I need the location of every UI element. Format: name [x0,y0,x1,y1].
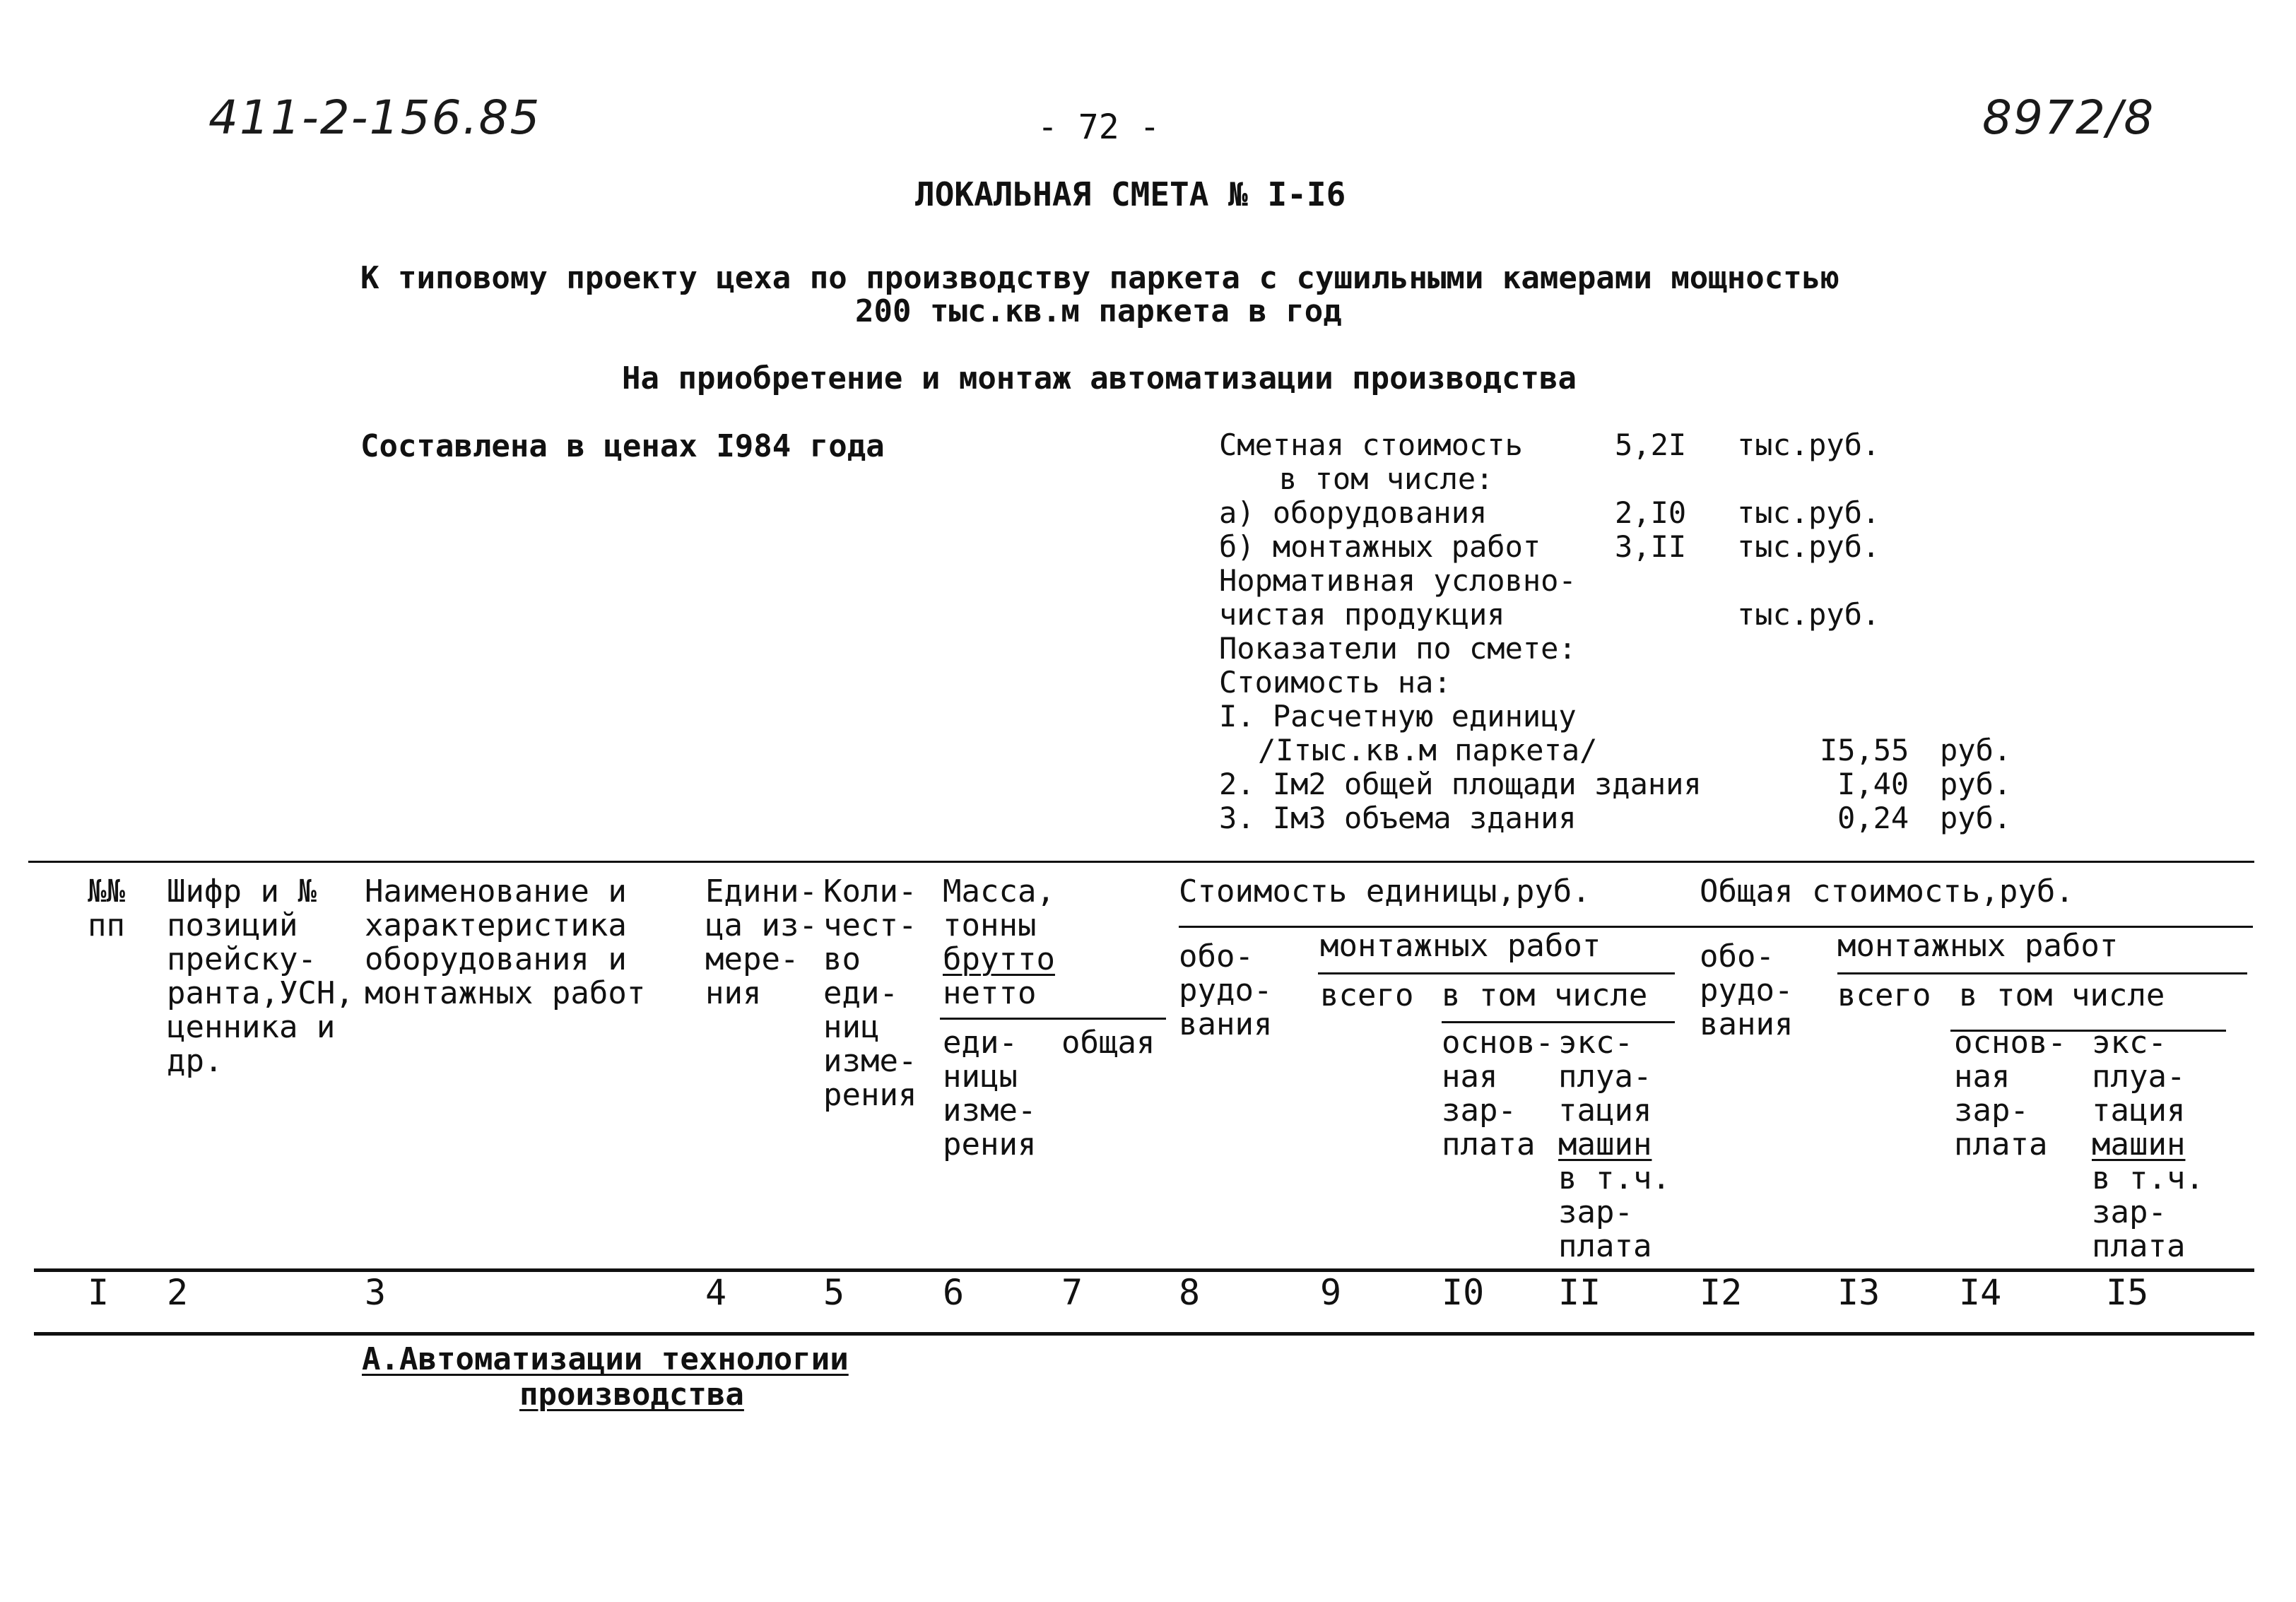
cost-for-label: Стоимость на: [1219,665,1452,700]
mass-net-header: нетто [943,975,1037,1011]
equipment-value: 2,I0 [1615,495,1687,530]
column-number: II [1558,1272,1601,1313]
column-number: I3 [1837,1272,1880,1313]
mass-gross-header: брутто [943,941,1055,977]
mass-rule [940,1018,1166,1020]
sheet-code: 8972/8 [1982,90,2155,145]
installation-label: б) монтажных работ [1219,529,1541,564]
column-number: 3 [365,1272,387,1313]
column-number: 4 [705,1272,727,1313]
item1-label-1: I. Расчетную единицу [1219,699,1577,734]
estimated-cost-value: 5,2I [1615,428,1687,462]
col-total-unit-header: всего [1320,977,1414,1013]
column-number: 8 [1179,1272,1201,1313]
col-number-header: №№ пп [88,873,125,943]
incl-rule-1 [1442,1021,1675,1023]
install-rule-2 [1837,972,2247,974]
normative-unit: тыс.руб. [1737,597,1880,632]
column-number: 2 [167,1272,189,1313]
total-cost-header: Общая стоимость,руб. [1700,873,2074,909]
col-machines-unit-header-a: экс- плуа- тация [1558,1025,1652,1129]
item1-unit: руб. [1940,733,2012,767]
item3-label: 3. Iм3 объема здания [1219,801,1577,835]
unit-cost-header: Стоимость единицы,руб. [1179,873,1591,909]
item2-value: I,40 [1837,767,1909,801]
indicators-label: Показатели по смете: [1219,631,1577,666]
col-machines-total-header-c: в т.ч. зар- плата [2092,1160,2204,1264]
item2-unit: руб. [1940,767,2012,801]
mass-header: Масса, [943,873,1055,909]
col-mass-total-header: общая [1061,1025,1155,1061]
numbers-bottom-rule [34,1332,2254,1336]
col-wage-unit-header: основ- ная зар- плата [1442,1025,1554,1162]
item1-value: I5,55 [1820,733,1909,767]
col-unit-header: Едини- ца из- мере- ния [705,873,818,1011]
column-number: 6 [943,1272,965,1313]
col-wage-total-header: основ- ная зар- плата [1954,1025,2066,1162]
column-number: I [88,1272,110,1313]
equipment-label: а) оборудования [1219,495,1488,530]
column-number: I5 [2106,1272,2149,1313]
install-unit-header: монтажных работ [1320,928,1601,964]
column-number: 7 [1061,1272,1083,1313]
col-machines-unit-header-c: в т.ч. зар- плата [1558,1160,1671,1264]
column-number: 9 [1320,1272,1342,1313]
col-equipment-unit-header: обо- рудо- вания [1179,938,1273,1042]
install-rule-1 [1318,972,1675,974]
col-code-header: Шифр и № позиций прейску- ранта,УСН, ценника и др. [167,873,354,1079]
col-name-header: Наименование и характеристика оборудования и монтажных работ [365,873,646,1011]
col-machines-total-header-a: экс- плуа- тация [2092,1025,2186,1129]
estimated-cost-label: Сметная стоимость [1219,428,1523,462]
item2-label: 2. Iм2 общей площади здания [1219,767,1702,801]
prices-basis: Составлена в ценах I984 года [360,428,885,464]
normative-label-1: Нормативная условно- [1219,563,1577,598]
mass-unit-header: тонны [943,907,1037,943]
normative-label-2: чистая продукция [1219,597,1505,632]
page-number: - 72 - [1037,107,1160,147]
install-total-header: монтажных работ [1837,928,2119,964]
project-code: 411-2-156.85 [208,90,541,145]
column-number: I0 [1442,1272,1485,1313]
incl-total-header: в том числе [1959,977,2165,1013]
equipment-unit: тыс.руб. [1737,495,1880,530]
section-title-line-1: А.Автоматизации технологии [362,1341,849,1377]
installation-unit: тыс.руб. [1737,529,1880,564]
col-quantity-header: Коли- чест- во еди- ниц изме- рения [823,873,917,1113]
col-machines-total-header-b: машин [2092,1126,2186,1162]
col-machines-unit-header-b: машин [1558,1126,1652,1162]
item3-unit: руб. [1940,801,2012,835]
item3-value: 0,24 [1837,801,1909,835]
subtitle-line-2: 200 тыс.кв.м паркета в год [855,293,1342,329]
column-number: 5 [823,1272,845,1313]
purpose: На приобретение и монтаж автоматизации производства [622,360,1577,396]
including-label: в том числе: [1279,461,1494,496]
estimated-cost-unit: тыс.руб. [1737,428,1880,462]
installation-value: 3,II [1615,529,1687,564]
col-equipment-total-header: обо- рудо- вания [1700,938,1794,1042]
incl-unit-header: в том числе [1442,977,1648,1013]
document-title: ЛОКАЛЬНАЯ СМЕТА № I-I6 [915,175,1346,213]
subtitle-line-1: К типовому проекту цеха по производству паркета с сушильными камерами мощностью [360,260,1839,296]
col-mass-unit-header: еди- ницы изме- рения [943,1025,1037,1162]
section-title-line-2: производства [519,1377,744,1413]
column-number: I4 [1959,1272,2002,1313]
table-top-rule [28,861,2254,863]
column-number: I2 [1700,1272,1743,1313]
item1-label-2: /Iтыс.кв.м паркета/ [1258,733,1598,767]
col-total-total-header: всего [1837,977,1931,1013]
